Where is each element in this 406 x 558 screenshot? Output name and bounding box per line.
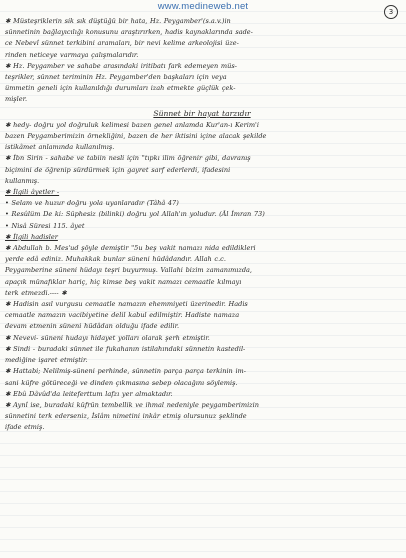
note-line: bazen Peygamberimizin örnekliğini, bazen de her iktisini içine alacak şekilde bbox=[5, 132, 267, 141]
note-line: • Selam ve huzur doğru yola uyanlaradır (Tâhâ 47) bbox=[5, 199, 179, 208]
note-line: ce Nebevî sünnet terkibini aramaları, bir nevi kelime arkeolojisi üze- bbox=[5, 39, 239, 48]
note-line: ✱ Sindi - buradaki sünnet ile fukahanın istilahındaki sünnetin kastedil- bbox=[5, 344, 246, 353]
note-line: sünnetini terk ederseniz, İslâm nimetini inkâr etmiş olursunuz şeklinde bbox=[5, 412, 247, 421]
note-subheading: ✱ İlgili âyetler - bbox=[5, 188, 60, 197]
note-line: ✱ Aynî ise, buradaki küfrün tembellik ve ihmal nedeniyle peygamberimizin bbox=[5, 400, 259, 409]
note-line: apaçık münafıklar hariç, hiç kimse beş vakit namazı cemaatle kılmayı bbox=[5, 277, 242, 286]
note-line: istikâmet anlamında kullanılmış. bbox=[5, 143, 115, 152]
note-line: • Resûlüm De ki: Süphesiz (bilinki) doğru yol Allah'ın yoludur. (Âl İmran 73) bbox=[5, 210, 265, 219]
page-number: 3 bbox=[384, 5, 398, 19]
note-line: sani küfre götüreceği ve dinden çıkmasına sebep olacağını söylemiş. bbox=[5, 378, 238, 387]
note-subheading: ✱ İlgili hadisler bbox=[5, 232, 58, 241]
note-line: ifade etmiş. bbox=[5, 423, 45, 432]
note-line: ✱ Hattabi; Nelilmiş-süneni perhinde, sünnetin parça parça terkinin im- bbox=[5, 367, 246, 376]
note-line: sünnetinin bağlayıcılığı konusunu araştırırken, hadis kaynaklarında sade- bbox=[5, 28, 253, 37]
note-line: cemaatle namazın vacibiyetine delil kabul edilmiştir. Hadiste namaza bbox=[5, 311, 240, 320]
note-line: mediğine işaret etmiştir. bbox=[5, 356, 88, 365]
note-line: ✱ Müsteşriklerin sik sık düştüğü bir hata, Hz. Peygamber'(s.a.v.)in bbox=[5, 17, 231, 25]
note-line: biçimini de öğrenip sürdürmek için gayret sarf ederlerdi, ifadesini bbox=[5, 165, 231, 174]
note-line: rinden neticeye varmaya çalışmalarıdır. bbox=[5, 50, 139, 59]
note-line: ✱ Hadisin asıl vurgusu cemaatle namazın ehemmiyeti üzerinedir. Hadis bbox=[5, 300, 248, 309]
note-line: ✱ İbn Sirin - sahabe ve tabiin nesli için "tıpkı ilim öğrenir gibi, davranış bbox=[5, 154, 251, 163]
note-line: ✱ Nevevi- süneni hudayı hidayet yolları olarak şerh etmiştir. bbox=[5, 333, 210, 342]
note-line: ✱ hedy- doğru yol doğruluk kelimesi bazen genel anlamda Kur'an-ı Kerim'i bbox=[5, 120, 259, 129]
handwritten-notes bbox=[5, 16, 399, 434]
note-line: Peygamberine süneni hüdayı teşri buyurmuş. Vallahi bizim zamanımızda, bbox=[5, 266, 253, 275]
note-line: teşrikler, sünnet teriminin Hz. Peygamber'den başkaları için veya bbox=[5, 73, 227, 82]
section-heading: Sünnet bir hayat tarzıdır bbox=[153, 108, 251, 118]
note-line: • Nisâ Süresi 115. âyet bbox=[5, 221, 85, 230]
note-line: yerde edâ ediniz. Muhakkak bunlar süneni hüdâdandır. Allah c.c. bbox=[5, 255, 226, 264]
note-line: ✱ Hz. Peygamber ve sahabe arasındaki iritibatı fark edemeyen müs- bbox=[5, 61, 237, 70]
watermark: www.medineweb.net bbox=[157, 1, 249, 12]
note-line: mişler. bbox=[5, 95, 28, 104]
note-line: ✱ Ebû Dâvûd'da leiteferttum lafzı yer almaktadır. bbox=[5, 389, 173, 398]
note-line: kullanmış. bbox=[5, 176, 40, 185]
note-line: ✱ Abdullah b. Mes'ud şöyle demiştir "5u beş vakit namazı nida edildikleri bbox=[5, 244, 256, 253]
note-line: terk etmezdi.---- ✱ bbox=[5, 288, 67, 297]
note-line: ümmetin geneli için kullanıldığı durumları izah etmekte güçlük çek- bbox=[5, 84, 236, 93]
note-line: devam etmenin süneni hüdâdan olduğu ifade edilir. bbox=[5, 322, 180, 331]
